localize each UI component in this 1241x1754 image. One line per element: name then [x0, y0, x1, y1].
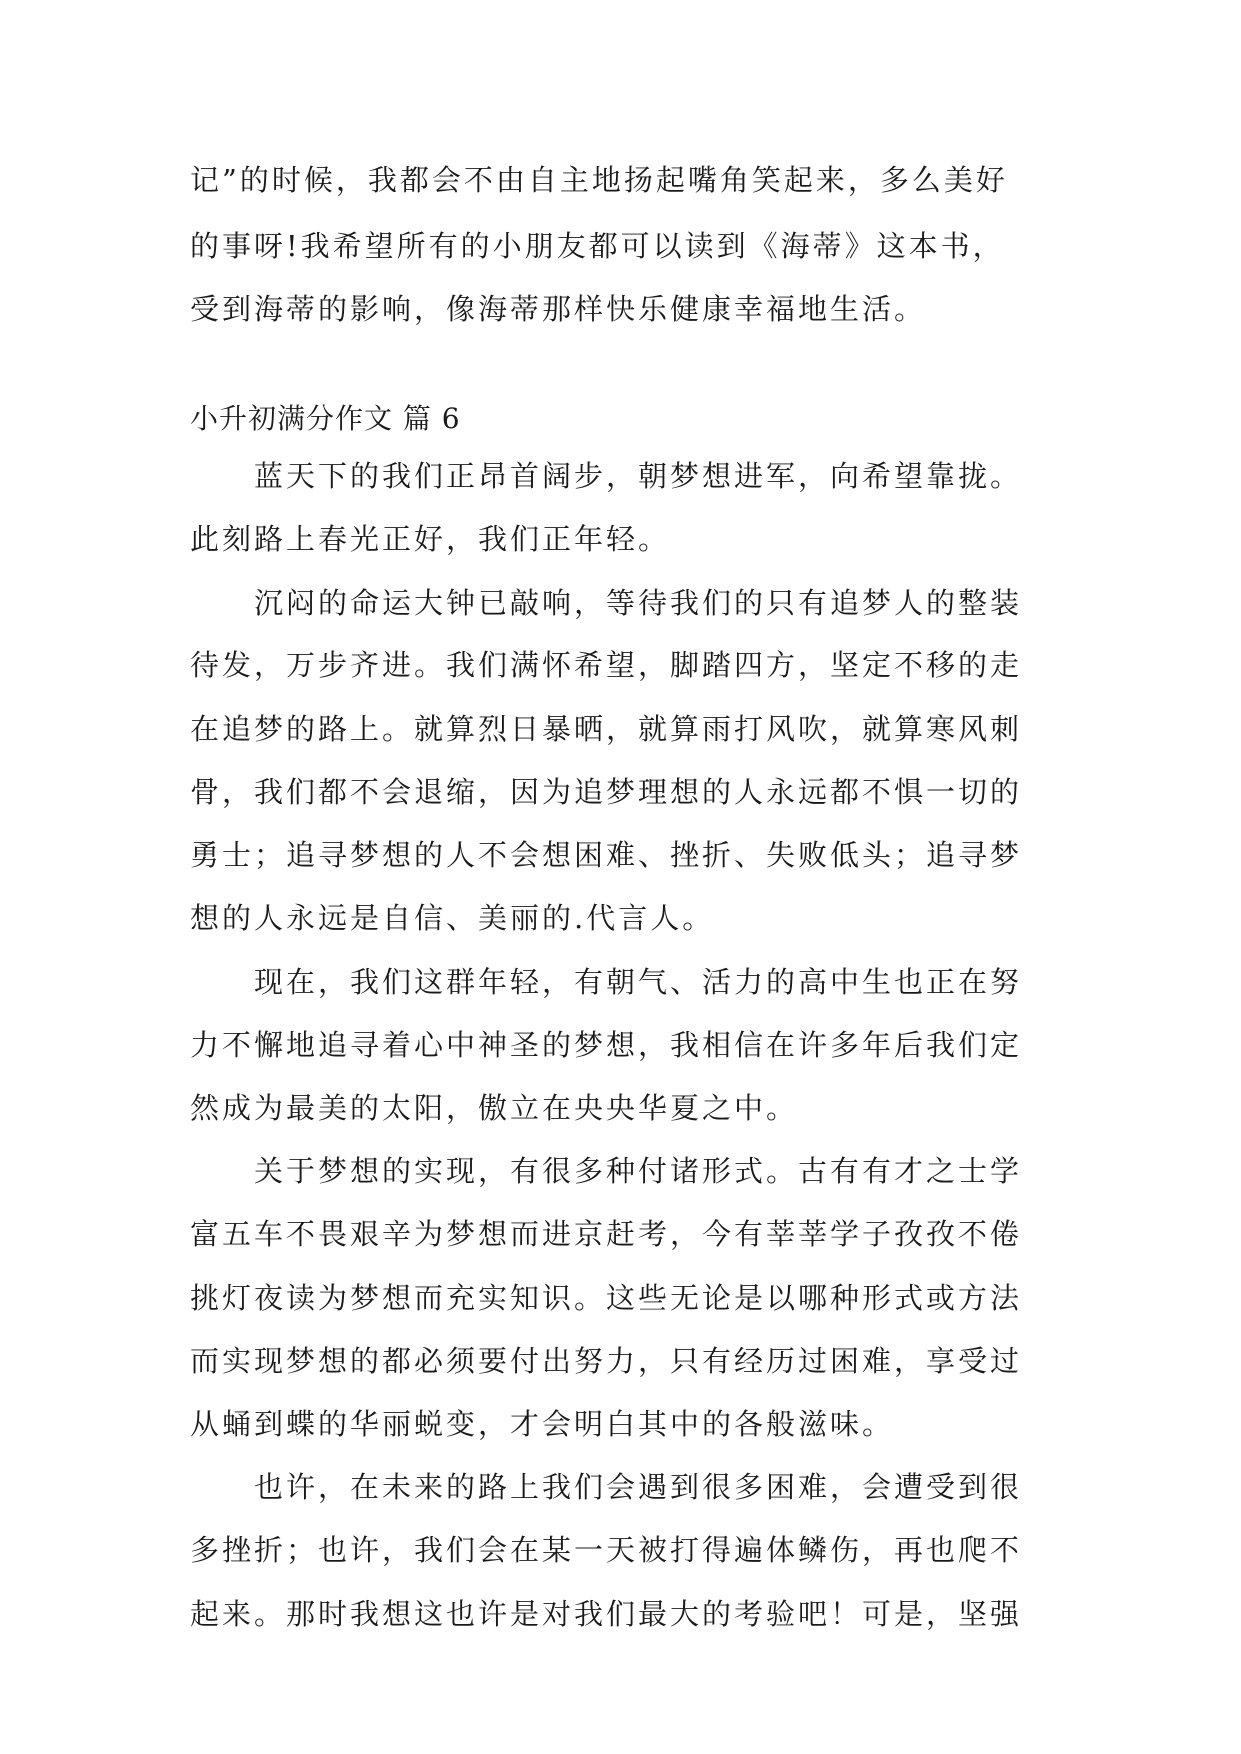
body-line-15: 而实现梦想的都必须要付出努力，只有经历过困难，享受过 [190, 1344, 1023, 1378]
body-line-5: 在追梦的路上。就算烈日暴晒，就算雨打风吹，就算寒风刺 [190, 712, 1023, 746]
body-line-13: 富五车不畏艰辛为梦想而进京赶考，今有莘莘学子孜孜不倦 [190, 1217, 1023, 1251]
body-line-10: 力不懈地追寻着心中神圣的梦想，我相信在许多年后我们定 [190, 1028, 1023, 1062]
body-line-6: 骨，我们都不会退缩，因为追梦理想的人永远都不惧一切的 [190, 775, 1023, 809]
body-line-18: 多挫折；也许，我们会在某一天被打得遍体鳞伤，再也爬不 [190, 1533, 1023, 1567]
body-line-3: 沉闷的命运大钟已敲响，等待我们的只有追梦人的整装 [190, 586, 1023, 620]
body-line-17: 也许，在未来的路上我们会遇到很多困难，会遭受到很 [190, 1470, 1023, 1504]
intro-line-3: 受到海蒂的影响，像海蒂那样快乐健康幸福地生活。 [190, 292, 927, 326]
body-line-2: 此刻路上春光正好，我们正年轻。 [190, 522, 671, 556]
body-line-1: 蓝天下的我们正昂首阔步，朝梦想进军，向希望靠拢。 [190, 459, 1023, 493]
body-line-12: 关于梦想的实现，有很多种付诸形式。古有有才之士学 [190, 1154, 1023, 1188]
intro-line-2: 的事呀!我希望所有的小朋友都可以读到《海蒂》这本书， [190, 229, 1005, 263]
body-line-14: 挑灯夜读为梦想而充实知识。这些无论是以哪种形式或方法 [190, 1281, 1023, 1315]
intro-line-1: 记”的时候，我都会不由自主地扬起嘴角笑起来，多么美好 [190, 163, 1008, 197]
section-title: 小升初满分作文 篇 6 [190, 402, 461, 435]
body-line-11: 然成为最美的太阳，傲立在央央华夏之中。 [190, 1091, 799, 1125]
body-line-19: 起来。那时我想这也许是对我们最大的考验吧！可是，坚强 [190, 1597, 1023, 1631]
body-line-4: 待发，万步齐进。我们满怀希望，脚踏四方，坚定不移的走 [190, 648, 1023, 682]
body-line-8: 想的人永远是自信、美丽的.代言人。 [190, 901, 715, 935]
body-line-7: 勇士；追寻梦想的人不会想困难、挫折、失败低头；追寻梦 [190, 838, 1023, 872]
body-line-9: 现在，我们这群年轻，有朝气、活力的高中生也正在努 [190, 965, 1023, 999]
body-line-16: 从蛹到蝶的华丽蜕变，才会明白其中的各般滋味。 [190, 1407, 895, 1441]
